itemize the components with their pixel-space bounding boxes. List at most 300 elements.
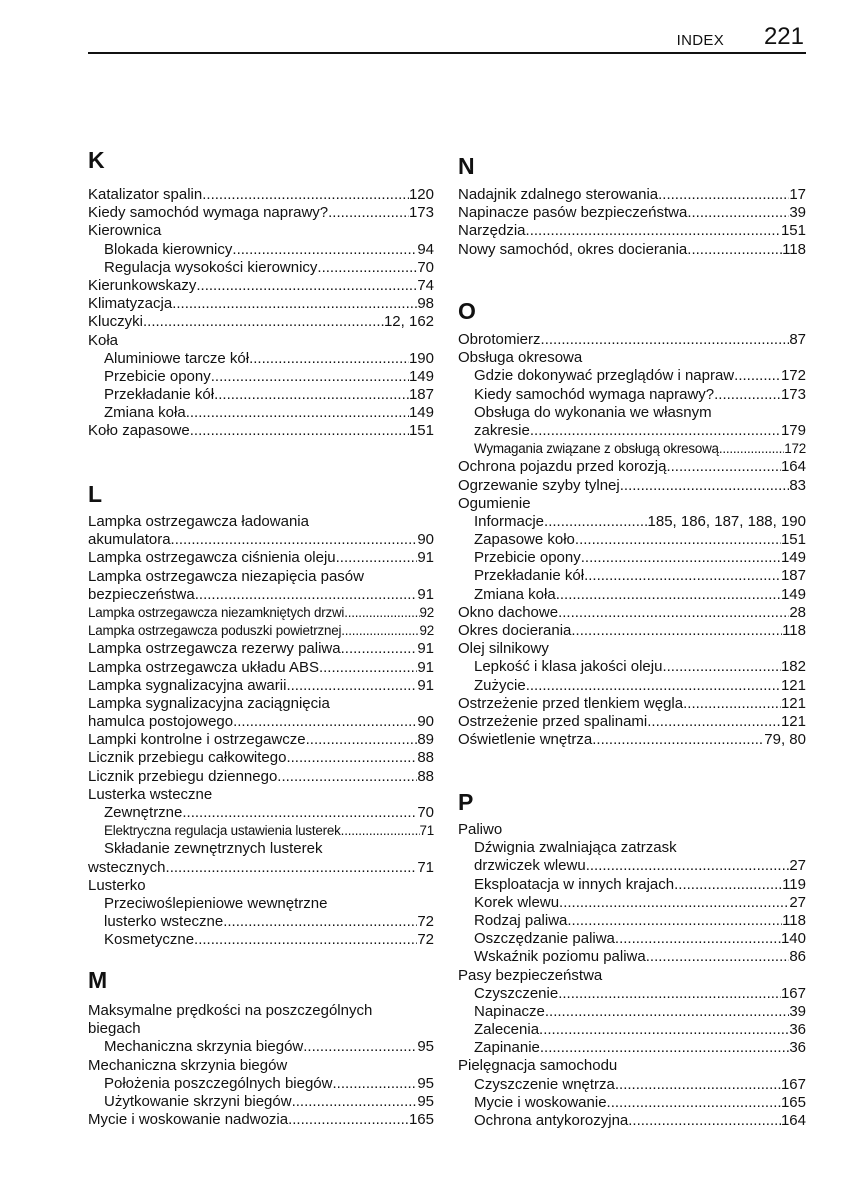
entry-page: 167 — [780, 984, 806, 1002]
dot-leader — [182, 804, 417, 822]
entry-text: akumulatora — [88, 531, 171, 549]
entry-text: Zewnętrzne — [104, 804, 183, 821]
entry-text: Użytkowanie skrzyni biegów — [104, 1092, 292, 1110]
entry-page: 27 — [789, 893, 806, 911]
dot-leader — [540, 1039, 789, 1057]
entry-text: Lampka ostrzegawcza układu ABS — [88, 658, 319, 676]
index-entry — [88, 1020, 434, 1038]
entry-text: Lampka ostrzegawcza rezerwy paliwa — [88, 640, 341, 658]
entry-text: Ostrzeżenie przed spalinami — [458, 712, 648, 730]
entry-text: Ogrzewanie szyby tylnej — [458, 476, 620, 494]
header-label: INDEX — [676, 32, 724, 49]
dot-leader — [571, 622, 782, 640]
section-letter: P — [458, 789, 474, 815]
index-entry — [458, 985, 806, 1003]
index-entry — [88, 1075, 434, 1093]
dot-leader — [646, 948, 790, 966]
index-entry — [88, 859, 434, 877]
index-entry — [88, 1057, 434, 1075]
entry-text: Kiedy samochód wymaga naprawy? — [88, 204, 329, 222]
entry-page: 90 — [417, 713, 434, 731]
entry-text: zakresie — [474, 421, 530, 439]
index-entry — [88, 604, 434, 622]
index-entry — [88, 695, 434, 713]
entry-text: biegach — [88, 1020, 141, 1038]
index-entry — [458, 1094, 806, 1112]
dot-leader — [662, 658, 781, 676]
index-entry — [458, 586, 806, 604]
dot-leader — [277, 768, 417, 786]
entry-page: 91 — [417, 549, 434, 567]
dot-leader — [592, 731, 764, 749]
index-entry — [458, 386, 806, 404]
dot-leader — [607, 1094, 781, 1112]
dot-leader — [620, 477, 790, 495]
entry-page: 17 — [789, 186, 806, 203]
entry-text: Obrotomierz — [458, 331, 541, 348]
index-entry — [88, 677, 434, 695]
dot-leader — [292, 1093, 418, 1111]
entry-text: Koła — [88, 331, 119, 349]
dot-leader — [303, 1038, 417, 1056]
entry-text: Olej silnikowy — [458, 640, 549, 658]
index-entry — [88, 1038, 434, 1056]
dot-leader — [344, 604, 419, 622]
entry-page: 185, 186, 187, 188, 190 — [647, 512, 806, 530]
dot-leader — [328, 204, 409, 222]
index-entry — [88, 731, 434, 749]
entry-text: Przebicie opony — [104, 367, 211, 385]
index-entry — [88, 222, 434, 240]
section-letter: L — [88, 481, 103, 507]
index-entry — [458, 349, 806, 367]
index-entry — [458, 186, 806, 204]
index-entry — [88, 350, 434, 368]
entry-page: 12, 162 — [383, 313, 434, 331]
dot-leader — [558, 604, 789, 622]
index-entry — [458, 477, 806, 495]
index-entry — [88, 531, 434, 549]
entry-page: 140 — [780, 930, 806, 948]
section-entries — [88, 1002, 434, 1129]
index-entry — [458, 658, 806, 676]
index-entry — [88, 1093, 434, 1111]
dot-leader — [530, 422, 781, 440]
entry-page: 149 — [780, 585, 806, 603]
entry-text: Lusterka wsteczne — [88, 785, 213, 803]
entry-text: Przebicie opony — [474, 549, 581, 567]
dot-leader — [526, 222, 781, 240]
entry-text: drzwiczek wlewu — [474, 857, 586, 875]
entry-page: 118 — [782, 622, 806, 639]
index-entry — [88, 713, 434, 731]
dot-leader — [615, 930, 781, 948]
section-letter: N — [458, 153, 475, 179]
index-entry — [458, 967, 806, 985]
entry-text: Lampka ostrzegawcza niezapięcia pasów — [88, 567, 364, 585]
dot-leader — [196, 277, 417, 295]
dot-leader — [687, 204, 789, 222]
dot-leader — [332, 1075, 417, 1093]
entry-page: 173 — [408, 204, 434, 222]
entry-text: Mechaniczna skrzynia biegów — [88, 1056, 288, 1074]
entry-text: Zmiana koła — [474, 585, 556, 603]
dot-leader — [567, 912, 782, 930]
dot-leader — [615, 1076, 781, 1094]
dot-leader — [319, 659, 417, 677]
entry-text: Rodzaj paliwa — [474, 911, 568, 929]
entry-text: Informacje — [474, 512, 545, 530]
entry-text: Regulacja wysokości kierownicy — [104, 258, 318, 276]
page-number: 221 — [763, 23, 804, 50]
entry-text: Kosmetyczne — [104, 931, 195, 949]
index-entry — [458, 839, 806, 857]
entry-text: Zapasowe koło — [474, 531, 575, 549]
entry-page: 182 — [780, 658, 806, 676]
entry-page: 151 — [408, 422, 434, 440]
entry-page: 36 — [789, 1039, 806, 1057]
entry-page: 74 — [417, 276, 434, 294]
dot-leader — [171, 531, 418, 549]
entry-text: Okno dachowe — [458, 603, 559, 621]
index-entry — [458, 567, 806, 585]
index-entry — [88, 913, 434, 931]
dot-leader — [186, 404, 409, 422]
dot-leader — [194, 931, 417, 949]
entry-page: 118 — [782, 911, 806, 929]
entry-page: 121 — [780, 676, 806, 694]
entry-page: 39 — [789, 204, 806, 222]
index-entry — [88, 568, 434, 586]
entry-page: 36 — [789, 1021, 806, 1039]
entry-text: Elektryczna regulacja ustawienia lusterek — [104, 823, 341, 839]
entry-page: 86 — [789, 948, 806, 966]
index-entry — [88, 259, 434, 277]
dot-leader — [575, 531, 781, 549]
dot-leader — [556, 586, 781, 604]
entry-text: Czyszczenie — [474, 984, 559, 1002]
entry-text: Oświetlenie wnętrza — [458, 731, 593, 749]
entry-page: 94 — [417, 240, 434, 258]
index-entry — [458, 440, 806, 458]
dot-leader — [734, 367, 781, 385]
dot-leader — [714, 386, 781, 404]
entry-page: 83 — [789, 476, 806, 494]
section-entries — [458, 186, 806, 259]
entry-text: lusterko wsteczne — [104, 913, 224, 931]
entry-page: 151 — [780, 531, 806, 549]
entry-text: Katalizator spalin — [88, 186, 203, 203]
index-entry — [88, 622, 434, 640]
entry-text: Nadajnik zdalnego sterowania — [458, 186, 659, 203]
dot-leader — [674, 876, 782, 894]
entry-page: 172 — [780, 367, 806, 385]
entry-text: Korek wlewu — [474, 893, 560, 911]
index-entry — [458, 222, 806, 240]
entry-text: Lampka sygnalizacyjna zaciągnięcia — [88, 694, 330, 712]
entry-text: Lampka ostrzegawcza ciśnienia oleju — [88, 549, 336, 567]
index-entry — [88, 822, 434, 840]
entry-page: 190 — [408, 349, 434, 367]
section-entries — [88, 186, 434, 441]
entry-page: 92 — [419, 604, 434, 620]
index-entry — [88, 422, 434, 440]
entry-page: 149 — [408, 404, 434, 422]
dot-leader — [544, 513, 647, 531]
index-entry — [458, 531, 806, 549]
index-entry — [458, 549, 806, 567]
entry-page: 121 — [780, 694, 806, 712]
dot-leader — [249, 350, 409, 368]
entry-text: Koło zapasowe — [88, 422, 190, 440]
entry-page: 164 — [780, 458, 806, 476]
entry-text: Obsługa okresowa — [458, 349, 583, 367]
index-entry — [458, 930, 806, 948]
entry-text: Czyszczenie wnętrza — [474, 1075, 615, 1093]
dot-leader — [683, 695, 781, 713]
entry-text: Obsługa do wykonania we własnym — [474, 403, 712, 421]
dot-leader — [166, 859, 418, 877]
entry-text: Lampki kontrolne i ostrzegawcze — [88, 731, 306, 749]
entry-page: 173 — [780, 385, 806, 403]
entry-text: Wskaźnik poziomu paliwa — [474, 948, 646, 966]
index-entry — [88, 241, 434, 259]
dot-leader — [658, 186, 789, 204]
section-entries — [458, 821, 806, 1130]
index-entry — [88, 204, 434, 222]
dot-leader — [306, 731, 418, 749]
dot-leader — [545, 1003, 789, 1021]
index-entry — [458, 640, 806, 658]
section-letter: O — [458, 298, 476, 324]
index-entry — [88, 404, 434, 422]
dot-leader — [286, 749, 417, 767]
dot-leader — [211, 368, 409, 386]
index-entry — [458, 1076, 806, 1094]
dot-leader — [584, 567, 781, 585]
entry-page: 91 — [417, 658, 434, 676]
index-entry — [458, 857, 806, 875]
index-entry — [88, 313, 434, 331]
entry-text: Lampka ostrzegawcza niezamkniętych drzwi — [88, 604, 345, 620]
index-entry — [458, 713, 806, 731]
entry-page: 149 — [408, 367, 434, 385]
section-entries — [458, 331, 806, 749]
index-entry — [88, 295, 434, 313]
entry-page: 167 — [780, 1075, 806, 1093]
index-entry — [88, 804, 434, 822]
entry-page: 91 — [417, 640, 434, 658]
entry-page: 39 — [789, 1002, 806, 1020]
entry-page: 151 — [780, 222, 806, 240]
entry-text: Zalecenia — [474, 1021, 540, 1039]
entry-text: Ogumienie — [458, 494, 531, 512]
entry-text: Dźwignia zwalniająca zatrzask — [474, 839, 677, 857]
entry-page: 70 — [417, 258, 434, 276]
dot-leader — [586, 857, 790, 875]
entry-text: Gdzie dokonywać przeglądów i napraw — [474, 367, 735, 385]
entry-text: Aluminiowe tarcze kół — [104, 349, 250, 367]
entry-text: Napinacze pasów bezpieczeństwa — [458, 204, 688, 222]
entry-text: Kierunkowskazy — [88, 276, 197, 294]
entry-text: Przekładanie kół — [104, 386, 215, 404]
entry-page: 88 — [417, 767, 434, 785]
dot-leader — [223, 913, 417, 931]
entry-page: 149 — [780, 549, 806, 567]
index-entry — [88, 277, 434, 295]
index-entry — [88, 931, 434, 949]
entry-page: 118 — [782, 240, 806, 258]
index-entry — [88, 332, 434, 350]
index-entry — [88, 768, 434, 786]
entry-page: 120 — [408, 186, 434, 203]
dot-leader — [559, 894, 789, 912]
index-entry — [88, 659, 434, 677]
entry-page: 98 — [417, 295, 434, 313]
dot-leader — [214, 386, 409, 404]
entry-text: Ochrona pojazdu przed korozją — [458, 458, 667, 476]
entry-page: 72 — [417, 931, 434, 949]
entry-text: Mycie i woskowanie — [474, 1093, 607, 1111]
index-entry — [458, 731, 806, 749]
dot-leader — [195, 586, 418, 604]
index-entry — [88, 549, 434, 567]
entry-text: Paliwo — [458, 821, 503, 838]
entry-text: Ostrzeżenie przed tlenkiem węgla — [458, 694, 684, 712]
entry-page: 79, 80 — [764, 731, 806, 749]
dot-leader — [341, 822, 420, 840]
entry-text: Eksploatacja w innych krajach — [474, 875, 675, 893]
dot-leader — [687, 241, 782, 259]
entry-text: Klimatyzacja — [88, 295, 173, 313]
entry-text: Zużycie — [474, 676, 526, 694]
dot-leader — [232, 241, 417, 259]
index-entry — [88, 640, 434, 658]
entry-page: 90 — [417, 531, 434, 549]
dot-leader — [172, 295, 417, 313]
entry-text: Położenia poszczególnych biegów — [104, 1074, 333, 1092]
index-entry — [458, 1039, 806, 1057]
entry-page: 121 — [780, 712, 806, 730]
entry-page: 164 — [780, 1112, 806, 1129]
index-entry — [88, 749, 434, 767]
entry-text: Kluczyki — [88, 313, 144, 331]
index-entry — [88, 586, 434, 604]
entry-page: 91 — [417, 676, 434, 694]
entry-page: 95 — [417, 1074, 434, 1092]
entry-text: Kiedy samochód wymaga naprawy? — [474, 385, 715, 403]
entry-page: 87 — [789, 331, 806, 348]
dot-leader — [288, 1111, 409, 1129]
entry-page: 91 — [417, 585, 434, 603]
index-entry — [458, 422, 806, 440]
entry-text: hamulca postojowego — [88, 713, 234, 731]
entry-page: 92 — [419, 623, 434, 639]
entry-page: 165 — [780, 1093, 806, 1111]
entry-text: Pasy bezpieczeństwa — [458, 966, 603, 984]
entry-page: 28 — [789, 603, 806, 621]
entry-page: 72 — [417, 913, 434, 931]
section-entries — [88, 513, 434, 950]
entry-page: 179 — [780, 421, 806, 439]
index-entry — [88, 186, 434, 204]
index-entry — [458, 1021, 806, 1039]
index-entry — [88, 840, 434, 858]
entry-text: bezpieczeństwa — [88, 585, 195, 603]
dot-leader — [336, 549, 418, 567]
entry-page: 70 — [417, 804, 434, 821]
entry-text: Wymagania związane z obsługą okresową — [474, 441, 719, 457]
index-entry — [88, 368, 434, 386]
index-entry — [458, 404, 806, 422]
dot-leader — [647, 713, 781, 731]
entry-page: 88 — [417, 749, 434, 767]
entry-text: Ochrona antykorozyjna — [474, 1112, 629, 1129]
entry-text: wstecznych — [88, 858, 166, 876]
index-entry — [458, 367, 806, 385]
index-entry — [458, 677, 806, 695]
index-entry — [88, 786, 434, 804]
dot-leader — [581, 549, 781, 567]
page-header — [88, 22, 806, 54]
section-letter: K — [88, 147, 105, 173]
index-entry — [458, 331, 806, 349]
entry-text: Pielęgnacja samochodu — [458, 1057, 618, 1075]
index-entry — [458, 495, 806, 513]
dot-leader — [341, 640, 418, 658]
entry-text: Lusterko — [88, 876, 146, 894]
entry-text: Licznik przebiegu dziennego — [88, 767, 278, 785]
entry-page: 95 — [417, 1038, 434, 1056]
dot-leader — [719, 440, 784, 458]
section-letter: M — [88, 967, 108, 993]
entry-page: 71 — [417, 858, 434, 876]
entry-page: 95 — [417, 1092, 434, 1110]
entry-text: Licznik przebiegu całkowitego — [88, 749, 287, 767]
entry-page: 187 — [780, 567, 806, 585]
index-entry — [88, 1111, 434, 1129]
index-entry — [458, 1112, 806, 1130]
entry-text: Nowy samochód, okres docierania — [458, 240, 688, 258]
index-entry — [458, 894, 806, 912]
entry-text: Przeciwoślepieniowe wewnętrzne — [104, 894, 328, 912]
entry-page: 89 — [417, 731, 434, 749]
entry-text: Kierownica — [88, 222, 162, 240]
index-entry — [88, 513, 434, 531]
dot-leader — [202, 186, 409, 204]
entry-text: Oszczędzanie paliwa — [474, 930, 615, 948]
index-entry — [88, 386, 434, 404]
index-entry — [458, 948, 806, 966]
index-entry — [458, 458, 806, 476]
entry-text: Przekładanie kół — [474, 567, 585, 585]
index-entry — [458, 876, 806, 894]
index-entry — [458, 241, 806, 259]
dot-leader — [190, 422, 409, 440]
index-entry — [458, 695, 806, 713]
entry-page: 187 — [408, 386, 434, 404]
dot-leader — [341, 622, 419, 640]
entry-page: 119 — [782, 875, 806, 893]
entry-text: Lampka sygnalizacyjna awarii — [88, 676, 287, 694]
index-entry — [458, 204, 806, 222]
entry-text: Lampka ostrzegawcza ładowania — [88, 513, 309, 530]
dot-leader — [286, 677, 417, 695]
index-entry — [88, 1002, 434, 1020]
entry-page: 27 — [789, 857, 806, 875]
entry-text: Mycie i woskowanie nadwozia — [88, 1111, 289, 1129]
entry-page: 165 — [408, 1111, 434, 1129]
